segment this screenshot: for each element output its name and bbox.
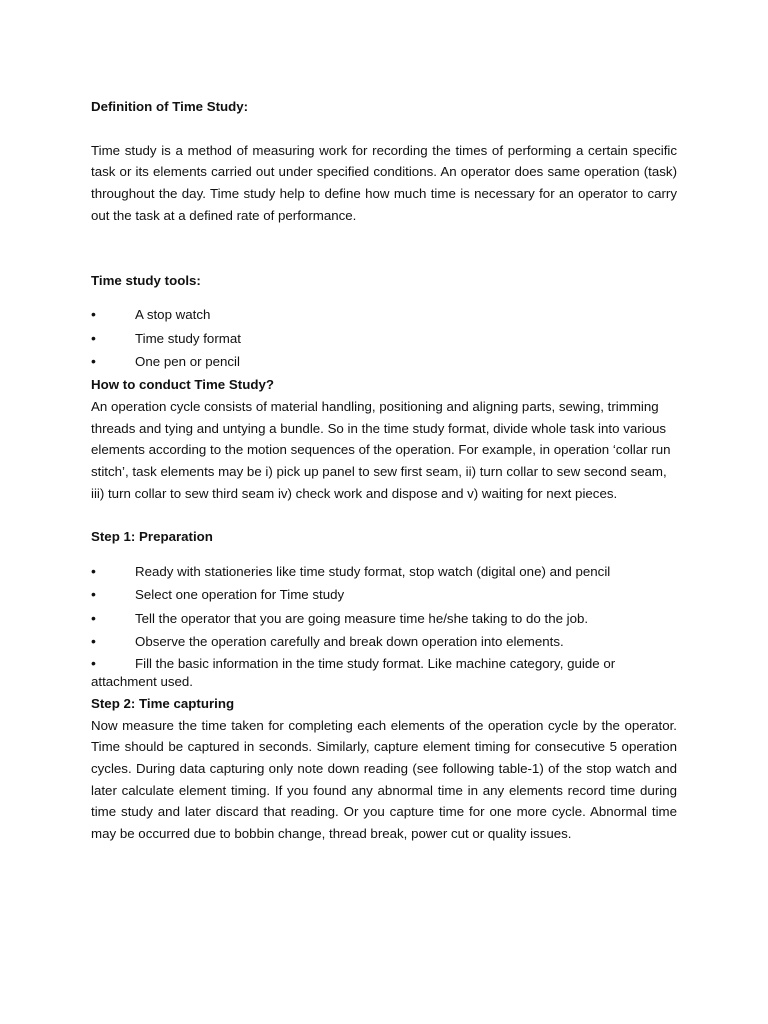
list-item xyxy=(91,328,677,350)
bullet-icon: • xyxy=(91,352,96,369)
step2-body: Now measure the time taken for completing each elements of the operation cycle by the operator. Time should be captured in seconds. Similarly, capture element timing for consecutive 5 operation cycles. During data capturing only note down reading (see following table-1) of the stop watch and later calculate element timing. If you found any abnormal time in any elements record time during time study and later discard that reading. Or you capture time for one more cycle. Abnormal time may be occurred due to bobbin change, thread break, power cut or quality issues. xyxy=(91,717,677,842)
list-item xyxy=(91,631,677,653)
bullet-icon: • xyxy=(91,655,96,672)
step1-item-label: Ready with stationeries like time study format, stop watch (digital one) and pencil xyxy=(135,564,611,580)
list-item xyxy=(91,304,677,326)
conduct-body: An operation cycle consists of material handling, positioning and aligning parts, sewing, trimming threads and tying and untying a bundle. So in the time study format, divide whole task into various elements according to the motion sequences of the operation. For example, in operation ‘collar run stitch’, task elements may be i) pick up panel to sew first seam, ii) turn collar to sew second seam, iii) turn collar to sew third seam iv) check work and dispose and v) waiting for next pieces. xyxy=(91,398,671,501)
bullet-icon: • xyxy=(91,306,96,323)
step1-heading: Step 1: Preparation xyxy=(91,529,213,545)
step2-heading: Step 2: Time capturing xyxy=(91,695,235,711)
step1-list xyxy=(91,561,677,691)
list-item xyxy=(91,351,677,373)
definition-heading: Definition of Time Study: xyxy=(91,99,249,114)
bullet-icon: • xyxy=(91,586,96,603)
tool-item-label: One pen or pencil xyxy=(135,353,240,369)
list-item xyxy=(91,654,677,691)
bullet-icon: • xyxy=(91,563,96,580)
definition-body: Time study is a method of measuring work for recording the times of performing a certain specific task or its elements carried out under specified conditions. An operator does same operation (task) throughout the day. Time study help to define how much time is necessary for an operator to carry out the task at a defined rate of performance. xyxy=(91,142,677,223)
tool-item-label: A stop watch xyxy=(135,307,211,323)
bullet-icon: • xyxy=(91,329,96,346)
bullet-icon: • xyxy=(91,609,96,626)
step1-item-label: Fill the basic information in the time study format. Like machine category, guide or attachment used. xyxy=(91,656,616,690)
tools-heading: Time study tools: xyxy=(91,272,201,288)
bullet-icon: • xyxy=(91,632,96,649)
conduct-heading: How to conduct Time Study? xyxy=(91,377,274,393)
list-item xyxy=(91,584,677,606)
list-item xyxy=(91,608,677,630)
tools-list xyxy=(91,304,677,372)
step1-item-label: Tell the operator that you are going measure time he/she taking to do the job. xyxy=(135,610,589,626)
step1-item-label: Select one operation for Time study xyxy=(135,587,345,603)
step1-item-label: Observe the operation carefully and break down operation into elements. xyxy=(135,633,564,649)
list-item xyxy=(91,561,677,583)
document-page xyxy=(91,96,677,845)
tool-item-label: Time study format xyxy=(135,330,241,346)
